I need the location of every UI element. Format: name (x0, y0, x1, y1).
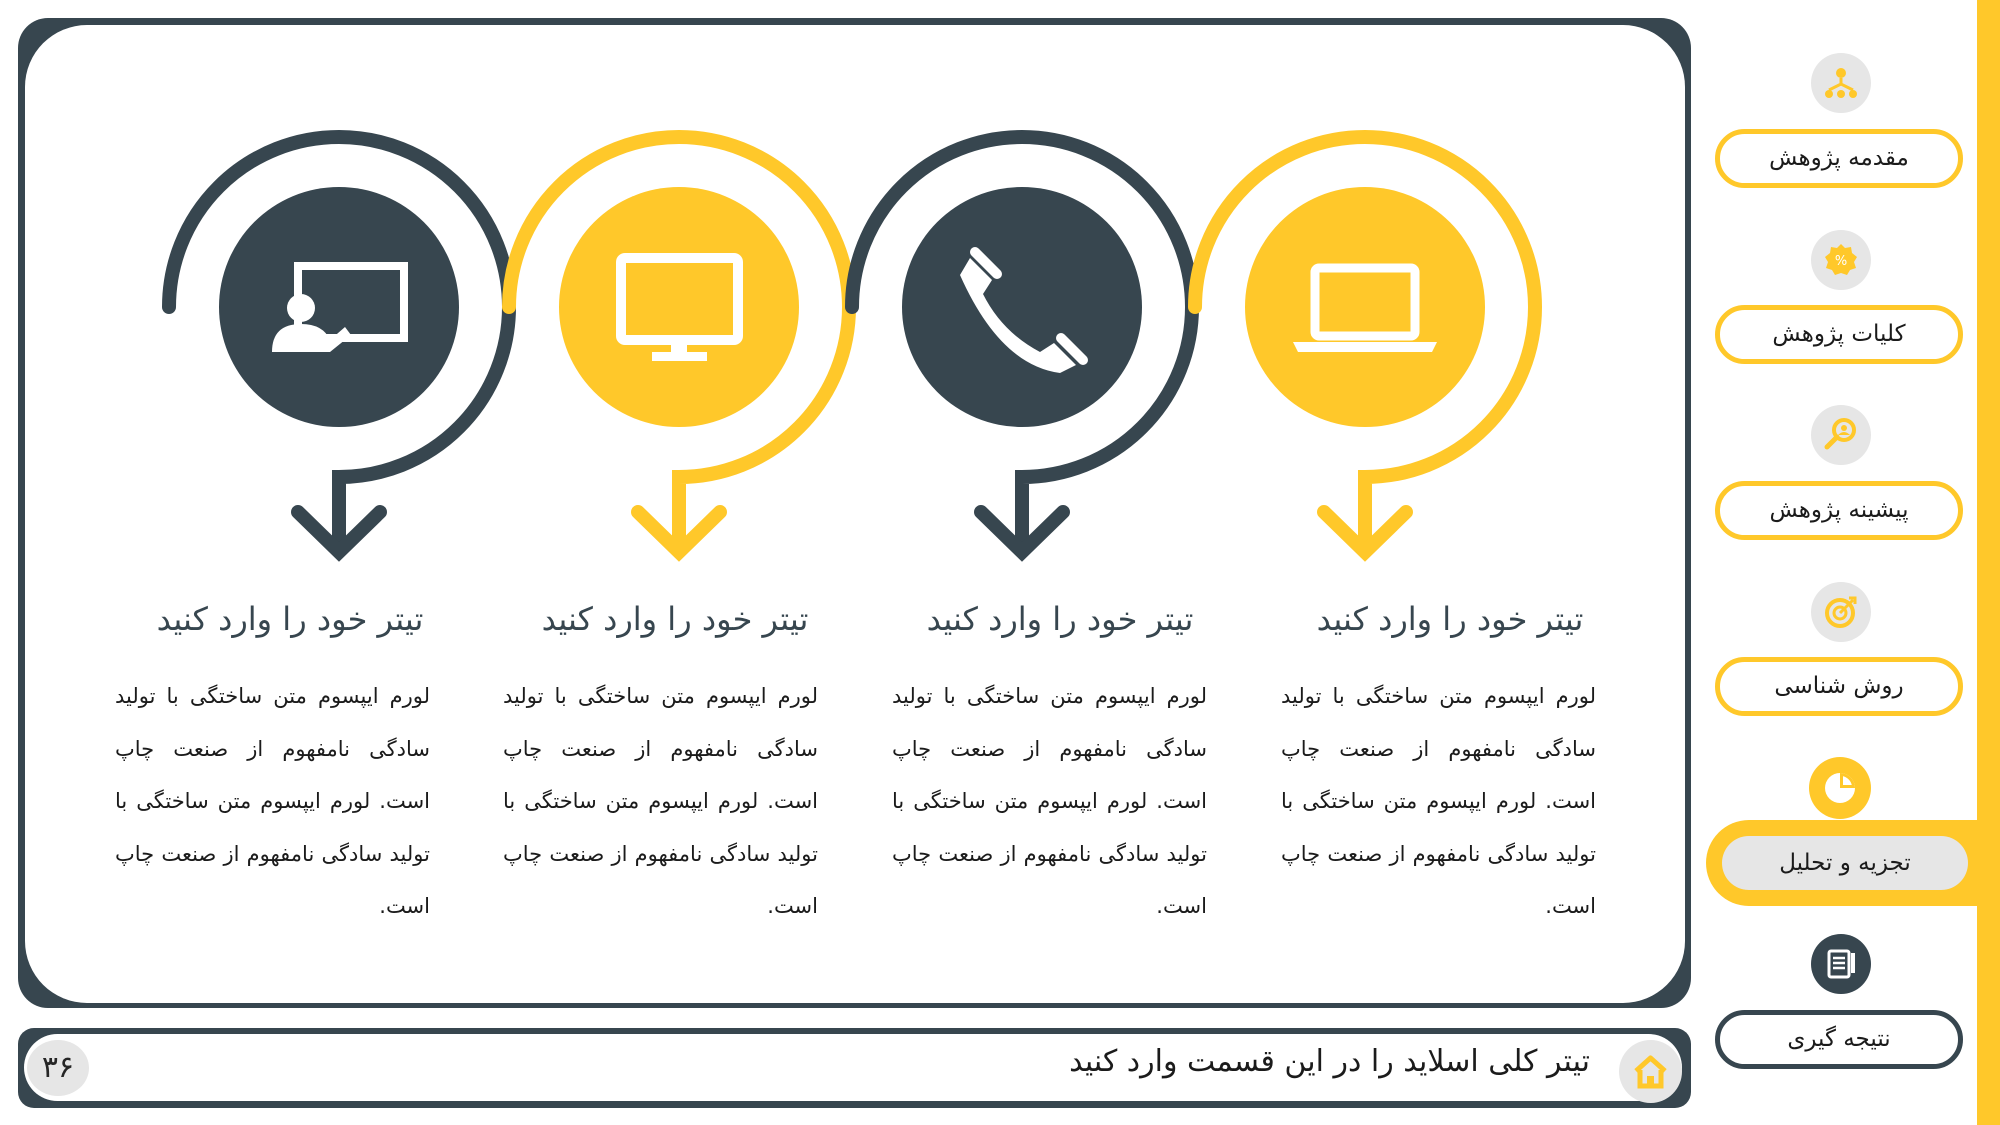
slide-title: تیتر کلی اسلاید را در این قسمت وارد کنید (1069, 1044, 1590, 1079)
home-button[interactable] (1619, 1040, 1682, 1103)
sidebar-item-generalities[interactable]: کلیات پژوهش (1715, 305, 1963, 364)
sidebar-accent-strip (1977, 0, 2000, 1125)
sidebar-item-analysis[interactable]: تجزیه و تحلیل (1722, 836, 1968, 890)
step-3-title: تیتر خود را وارد کنید (926, 600, 1194, 638)
sidebar-item-conclusion[interactable]: نتیجه گیری (1715, 1010, 1963, 1069)
hierarchy-icon[interactable] (1811, 53, 1871, 113)
svg-text:%: % (1834, 254, 1848, 269)
sidebar-item-methodology[interactable]: روش شناسی (1715, 657, 1963, 716)
target-icon[interactable] (1811, 582, 1871, 642)
report-icon[interactable] (1811, 934, 1871, 994)
pie-chart-icon[interactable] (1809, 757, 1871, 819)
percent-badge-icon[interactable] (1811, 230, 1871, 290)
step-2-text: لورم ایپسوم متن ساختگی با تولید سادگی نامفهوم از صنعت چاپ است. لورم ایپسوم متن ساختگی با تولید سادگی نامفهوم از صنعت چاپ است. (503, 684, 818, 918)
sidebar-item-literature[interactable]: پیشینه پژوهش (1715, 481, 1963, 540)
step-1-text: لورم ایپسوم متن ساختگی با تولید سادگی نامفهوم از صنعت چاپ است. لورم ایپسوم متن ساختگی با تولید سادگی نامفهوم از صنعت چاپ است. (115, 684, 430, 918)
step-4-title: تیتر خود را وارد کنید (1316, 600, 1584, 638)
step-4-text: لورم ایپسوم متن ساختگی با تولید سادگی نامفهوم از صنعت چاپ است. لورم ایپسوم متن ساختگی با تولید سادگی نامفهوم از صنعت چاپ است. (1281, 684, 1596, 918)
step-2-title: تیتر خود را وارد کنید (541, 600, 809, 638)
home-icon (1619, 1040, 1682, 1103)
page-number: ۳۶ (27, 1040, 89, 1096)
search-person-icon[interactable] (1811, 405, 1871, 465)
step-3-text: لورم ایپسوم متن ساختگی با تولید سادگی نامفهوم از صنعت چاپ است. لورم ایپسوم متن ساختگی با تولید سادگی نامفهوم از صنعت چاپ است. (892, 684, 1207, 918)
step-1-title: تیتر خود را وارد کنید (156, 600, 424, 638)
sidebar-item-introduction[interactable]: مقدمه پژوهش (1715, 129, 1963, 188)
